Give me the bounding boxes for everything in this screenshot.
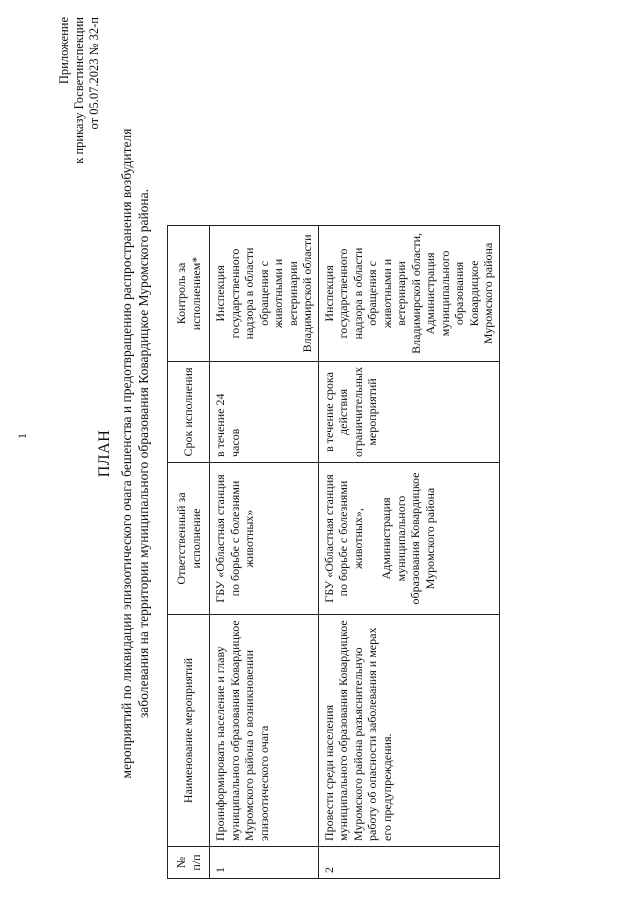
subtitle-line-2: заболевания на территории муниципального образования Ковардицкое Муромского района. bbox=[136, 188, 151, 719]
header-number: № п/п bbox=[168, 847, 210, 879]
responsible-main: ГБУ «Областная станция по борьбе с болезнями животных» bbox=[213, 474, 256, 603]
appendix-order-ref: к приказу Госветинспекции bbox=[72, 17, 86, 164]
header-activity: Наименование мероприятий bbox=[168, 615, 210, 847]
row-responsible bbox=[210, 463, 319, 615]
header-term: Срок исполнения bbox=[168, 361, 210, 462]
table-row bbox=[210, 225, 319, 878]
document-subtitle bbox=[118, 40, 152, 867]
appendix-order-date: от 05.07.2023 № 32-п bbox=[87, 17, 101, 130]
responsible-extra: Администрация муниципального образования Ковардицкое Муромского района bbox=[379, 472, 437, 605]
row-responsible bbox=[318, 463, 499, 615]
responsible-main: ГБУ «Областная станция по борьбе с болезнями животных», bbox=[321, 474, 365, 603]
header-responsible: Ответственный за исполнение bbox=[168, 463, 210, 615]
page-number: 1 bbox=[15, 433, 29, 439]
row-number: 1 bbox=[210, 847, 319, 879]
plan-table bbox=[167, 225, 500, 879]
table-row bbox=[318, 225, 499, 878]
row-term: в течение срока действия ограничительных мероприятий bbox=[318, 361, 499, 462]
header-control: Контроль за исполнением* bbox=[168, 225, 210, 361]
table-header-row bbox=[168, 225, 210, 878]
row-activity: Проинформировать население и главу муниципального образования Ковардицкое Муромского района о возникновении эпизоотического очага bbox=[210, 615, 319, 847]
row-activity: Провести среди населения муниципального образования Ковардицкое Муромского района разъяснительную работу об опасности заболевания и мерах его предупреждения. bbox=[318, 615, 499, 847]
document-title: ПЛАН bbox=[96, 429, 113, 478]
row-number: 2 bbox=[318, 847, 499, 879]
appendix-label: Приложение bbox=[57, 17, 71, 85]
subtitle-line-1: мероприятий по ликвидации эпизоотического очага бешенства и предотвращению распространения возбудителя bbox=[119, 128, 134, 779]
row-term: в течение 24 часов bbox=[210, 361, 319, 462]
row-control: Инспекция государственного надзора в области обращения с животными и ветеринарии Владимирской области bbox=[210, 225, 319, 361]
row-control: Инспекция государственного надзора в области обращения с животными и ветеринарии Владимирской области, Администрация муниципального образования Ковардицкое Муромского района bbox=[318, 225, 499, 361]
